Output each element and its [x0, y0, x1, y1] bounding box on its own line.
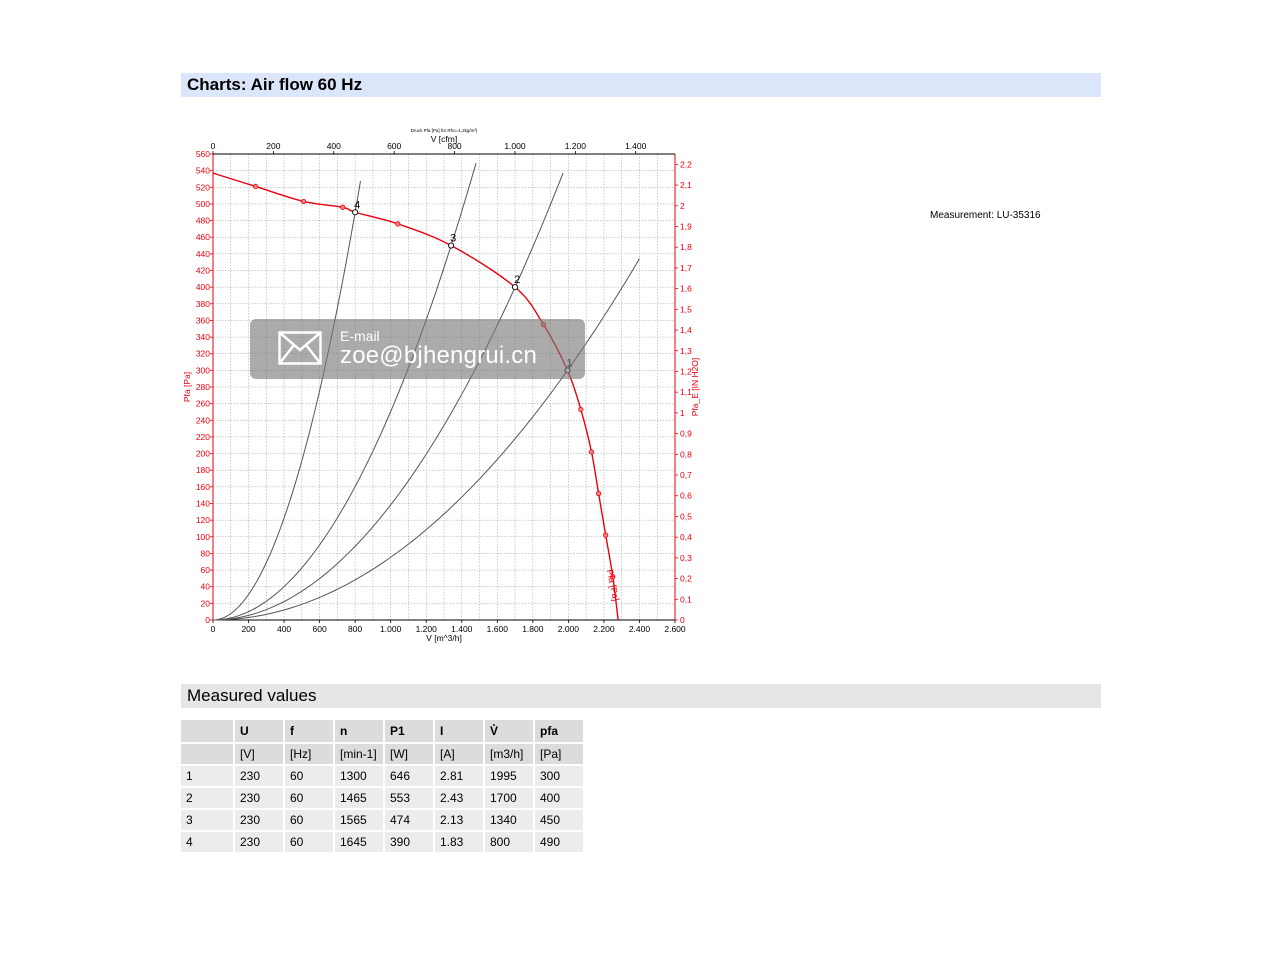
x-tick-label: 2.200 — [593, 624, 615, 634]
unit-cell — [181, 744, 233, 764]
table-row — [181, 810, 583, 830]
table-units-row — [181, 744, 583, 764]
y-tick-label: 260 — [195, 398, 210, 409]
table-cell: 390 — [385, 832, 433, 852]
x2-tick-label: 600 — [387, 141, 402, 151]
y2-tick-label: 0 — [680, 615, 685, 625]
table-cell: 474 — [385, 810, 433, 830]
table-cell: 60 — [285, 810, 333, 830]
y-tick-label: 420 — [195, 265, 210, 276]
header-cell-pfa: pfa — [535, 720, 583, 742]
x-tick-label: 1.800 — [522, 624, 544, 634]
y2-tick-label: 0,5 — [680, 511, 692, 522]
y2-tick-label: 1,7 — [680, 262, 692, 273]
y2-tick-label: 0,8 — [680, 449, 692, 460]
fan-curve-marker — [301, 199, 305, 203]
y-tick-label: 480 — [195, 215, 210, 226]
fan-curve-marker — [604, 533, 608, 537]
y-tick-label: 300 — [195, 365, 210, 376]
x-tick-label: 2.000 — [557, 624, 580, 634]
table-cell: 3 — [181, 810, 233, 830]
y2-tick-label: 1,4 — [680, 325, 692, 336]
operating-point-label-2: 2 — [514, 274, 521, 287]
table-cell: 450 — [535, 810, 583, 830]
x2-tick-label: 1.400 — [625, 141, 647, 151]
header-cell-u: U — [235, 720, 283, 742]
table-cell: 800 — [485, 832, 533, 852]
y-tick-label: 140 — [195, 498, 210, 509]
header-cell-f: f — [285, 720, 333, 742]
table-cell: 2.43 — [435, 788, 483, 808]
x-tick-label: 600 — [312, 624, 327, 634]
x2-axis-label: V [cfm] — [430, 134, 458, 144]
table-cell: 2.13 — [435, 810, 483, 830]
table-row — [181, 832, 583, 852]
y2-tick-label: 0,3 — [680, 552, 692, 563]
x2-tick-label: 0 — [210, 141, 216, 151]
y2-tick-label: 2,1 — [680, 180, 692, 191]
table-cell: 2 — [181, 788, 233, 808]
y-tick-label: 520 — [195, 182, 210, 193]
unit-cell: [min-1] — [335, 744, 383, 764]
y2-tick-label: 1,3 — [680, 345, 692, 356]
y-tick-label: 540 — [195, 165, 210, 176]
table-cell: 400 — [535, 788, 583, 808]
header-cell-i: I — [435, 720, 483, 742]
fan-curve-marker — [253, 184, 257, 188]
measured-section-title: Measured values — [187, 686, 317, 705]
y-tick-label: 0 — [205, 615, 210, 625]
fan-curve-marker — [596, 491, 600, 495]
operating-point-label-4: 4 — [354, 199, 361, 212]
table-cell: 4 — [181, 832, 233, 852]
table-cell: 1645 — [335, 832, 383, 852]
y2-tick-label: 0,1 — [680, 594, 692, 605]
x-tick-label: 1.600 — [486, 624, 508, 634]
email-watermark — [250, 319, 585, 379]
x-tick-label: 400 — [276, 624, 292, 634]
table-cell: 230 — [235, 788, 283, 808]
table-cell: 230 — [235, 810, 283, 830]
envelope-icon — [278, 331, 322, 365]
y-tick-label: 560 — [195, 149, 210, 159]
y-tick-label: 220 — [195, 431, 210, 442]
fan-curve-marker — [579, 407, 583, 411]
table-header-row — [181, 720, 583, 742]
y-axis-label: Pfa [Pa] — [182, 371, 192, 403]
table-cell: 1995 — [485, 766, 533, 786]
y-tick-label: 460 — [195, 232, 210, 243]
y-tick-label: 240 — [195, 415, 210, 426]
table-cell: 1565 — [335, 810, 383, 830]
measured-values-table — [179, 718, 585, 854]
y-tick-label: 120 — [195, 515, 210, 526]
y-tick-label: 440 — [195, 248, 210, 259]
chart-section-title: Charts: Air flow 60 Hz — [187, 75, 363, 94]
x2-tick-label: 400 — [326, 141, 341, 151]
table-row — [181, 766, 583, 786]
y-tick-label: 60 — [200, 565, 210, 576]
header-cell-v: V̊ — [485, 720, 533, 742]
y2-tick-label: 0,2 — [680, 573, 692, 584]
y2-tick-label: 0,9 — [680, 428, 692, 439]
table-cell: 553 — [385, 788, 433, 808]
fan-curve-label: Pfa [Pa] — [604, 568, 622, 602]
table-cell: 1465 — [335, 788, 383, 808]
fan-curve-marker — [341, 205, 345, 209]
chart-section-header — [181, 73, 1101, 97]
x-tick-label: 800 — [348, 624, 363, 634]
table-cell: 60 — [285, 766, 333, 786]
y2-tick-label: 1,2 — [680, 366, 692, 377]
x-tick-label: 0 — [210, 624, 216, 634]
x-tick-label: 2.400 — [628, 624, 651, 634]
chart-top-caption: Druck Pfa [Pa] für Rho=1,2kg/m³) — [410, 128, 478, 133]
table-cell: 2.81 — [435, 766, 483, 786]
y2-tick-label: 2,2 — [680, 159, 692, 170]
unit-cell: [V] — [235, 744, 283, 764]
y-tick-label: 180 — [195, 465, 210, 476]
y-tick-label: 320 — [195, 348, 210, 359]
unit-cell: [A] — [435, 744, 483, 764]
table-cell: 1300 — [335, 766, 383, 786]
y2-tick-label: 0,6 — [680, 490, 692, 501]
table-cell: 1340 — [485, 810, 533, 830]
table-cell: 1 — [181, 766, 233, 786]
measurement-note: Measurement: LU-35316 — [930, 210, 1041, 221]
y-tick-label: 280 — [195, 382, 210, 392]
airflow-chart — [180, 118, 710, 648]
unit-cell: [Pa] — [535, 744, 583, 764]
y2-tick-label: 1,8 — [680, 242, 692, 253]
y-tick-label: 40 — [200, 581, 210, 592]
table-cell: 230 — [235, 832, 283, 852]
y-tick-label: 400 — [195, 282, 210, 293]
watermark-label: E-mail — [340, 328, 380, 344]
table-cell: 300 — [535, 766, 583, 786]
measured-section-header — [181, 684, 1101, 708]
x-tick-label: 1.400 — [451, 624, 473, 634]
y2-tick-label: 0,4 — [680, 532, 692, 543]
table-cell: 230 — [235, 766, 283, 786]
airflow-chart-svg — [180, 118, 710, 648]
y2-tick-label: 1,6 — [680, 283, 692, 294]
y2-tick-label: 1,9 — [680, 221, 692, 232]
y2-tick-label: 0,7 — [680, 470, 692, 481]
x-axis-label: V [m^3/h] — [426, 633, 462, 643]
y-tick-label: 100 — [195, 531, 210, 542]
x-tick-label: 1.200 — [415, 624, 437, 634]
y2-tick-label: 1 — [680, 407, 685, 418]
x2-tick-label: 1.000 — [504, 141, 526, 151]
table-cell: 60 — [285, 832, 333, 852]
operating-point-label-3: 3 — [450, 232, 457, 245]
table-cell: 1.83 — [435, 832, 483, 852]
fan-curve-marker — [589, 450, 593, 454]
header-cell-index — [181, 720, 233, 742]
y-tick-label: 20 — [200, 598, 210, 609]
fan-curve-marker — [396, 222, 400, 226]
x2-tick-label: 800 — [447, 141, 462, 151]
y-tick-label: 380 — [195, 298, 210, 309]
watermark-email: zoe@bjhengrui.cn — [340, 342, 538, 369]
table-cell: 646 — [385, 766, 433, 786]
table-cell: 490 — [535, 832, 583, 852]
table-cell: 1700 — [485, 788, 533, 808]
y-tick-label: 500 — [195, 198, 210, 209]
x-tick-label: 2.600 — [664, 624, 686, 634]
table-row — [181, 788, 583, 808]
y-tick-label: 160 — [195, 481, 210, 492]
x2-tick-label: 200 — [266, 141, 281, 151]
x-tick-label: 200 — [241, 624, 256, 634]
table-cell: 60 — [285, 788, 333, 808]
y-tick-label: 340 — [195, 332, 210, 343]
y2-tick-label: 1,5 — [680, 304, 692, 315]
x-tick-label: 1.000 — [380, 624, 402, 634]
y2-tick-label: 2 — [680, 200, 685, 211]
header-cell-n: n — [335, 720, 383, 742]
x2-tick-label: 1.200 — [564, 141, 586, 151]
y2-axis-label: Pfa_E [IN H2O] — [690, 357, 700, 417]
header-cell-p1: P1 — [385, 720, 433, 742]
y-tick-label: 80 — [200, 548, 210, 559]
y-tick-label: 360 — [195, 315, 210, 326]
unit-cell: [W] — [385, 744, 433, 764]
unit-cell: [Hz] — [285, 744, 333, 764]
y-tick-label: 200 — [195, 448, 210, 459]
unit-cell: [m3/h] — [485, 744, 533, 764]
y2-tick-label: 1,1 — [680, 387, 692, 398]
